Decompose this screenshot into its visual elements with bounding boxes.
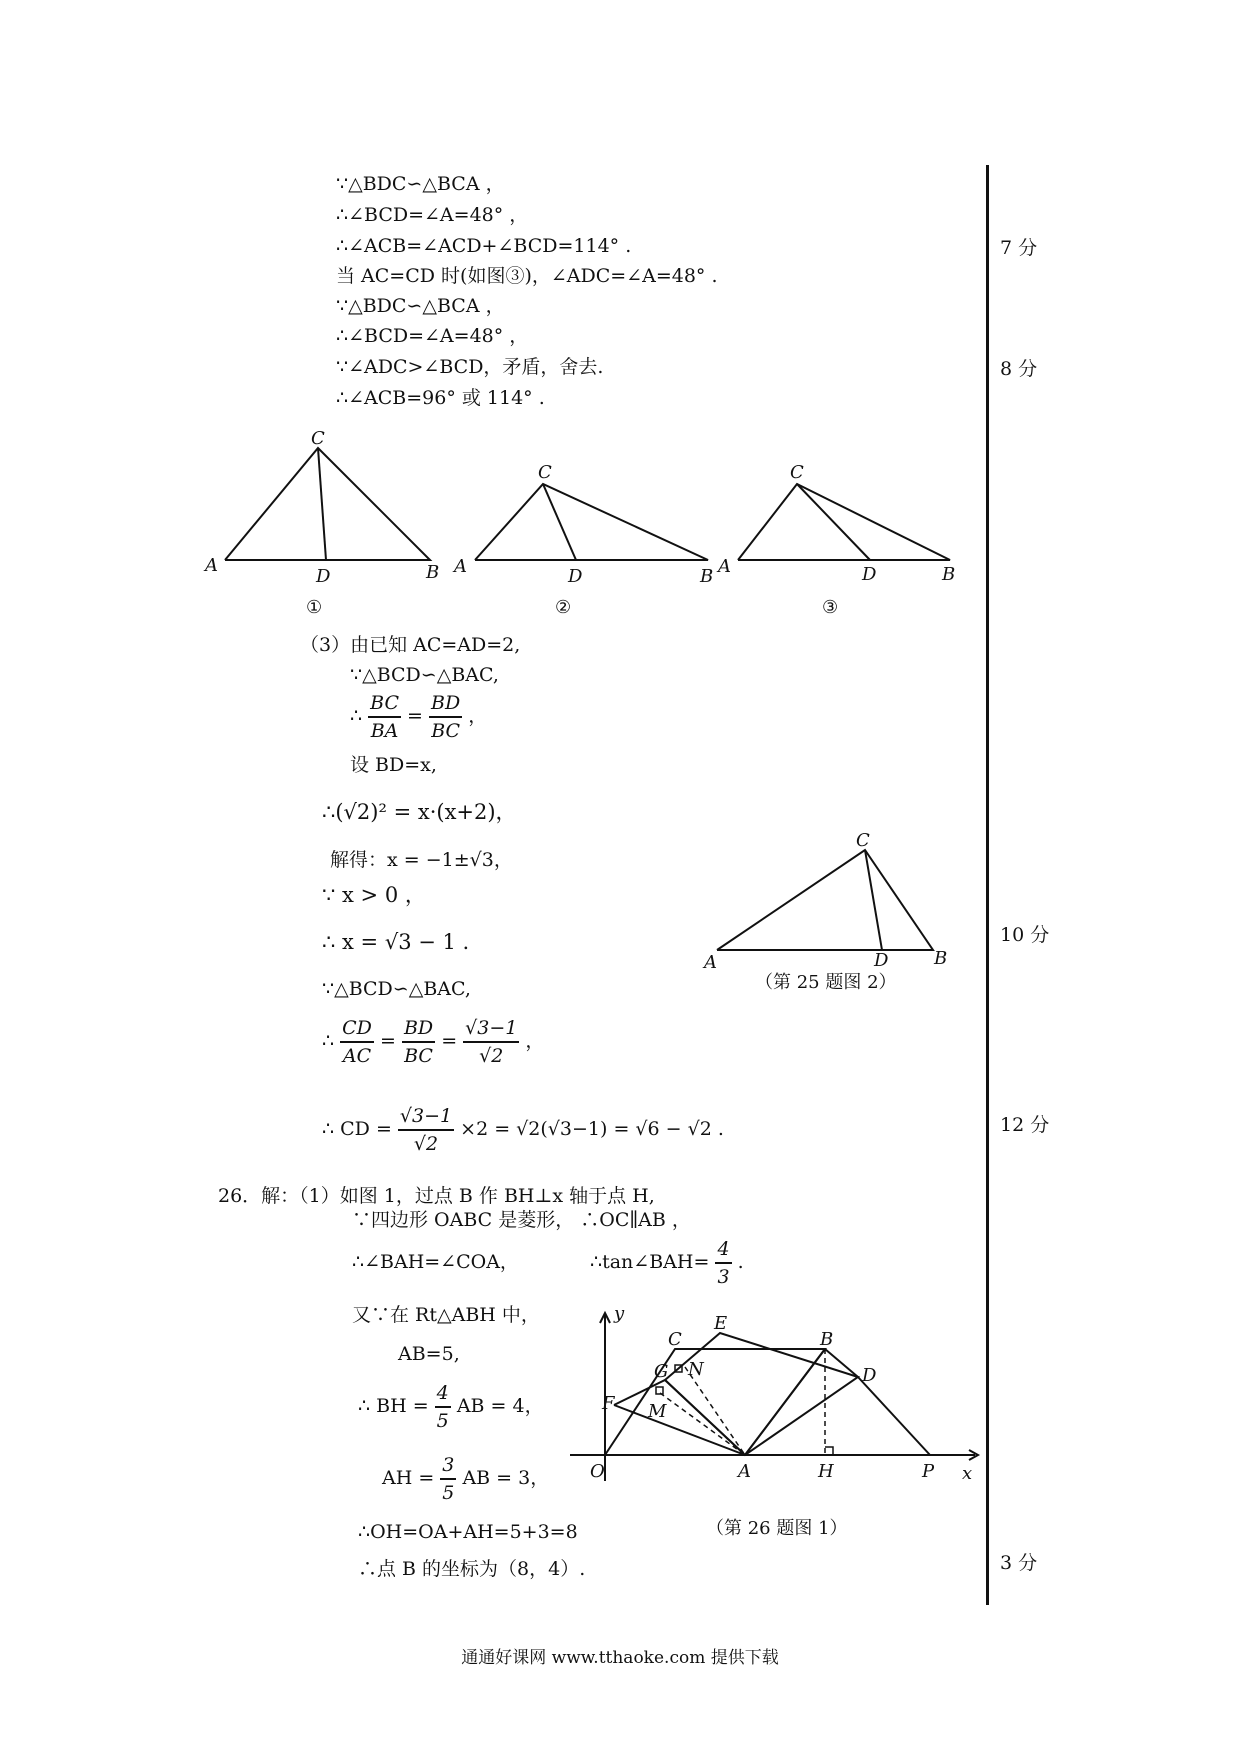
fraction-3-5: $\frac{3}{5}$ bbox=[442, 1454, 455, 1504]
segment-dp bbox=[858, 1377, 930, 1455]
fraction-bc-ba: $\frac{BC}{BA}$ bbox=[370, 692, 399, 742]
label-b-2: B bbox=[700, 566, 714, 587]
fraction-bd-bc: $\frac{BD}{BC}$ bbox=[431, 692, 461, 742]
part3-line-5: ∴(√2)² = x·(x+2)， bbox=[322, 800, 517, 824]
triangle-1 bbox=[225, 448, 430, 560]
triangle-fga bbox=[614, 1380, 745, 1455]
label-c-1: C bbox=[311, 430, 325, 449]
label-y: y bbox=[614, 1305, 625, 1324]
part3-line-8: ∴ x = √3 − 1 . bbox=[322, 930, 470, 954]
label-b: B bbox=[934, 948, 948, 969]
q26-line-8: ∴OH=OA+AH=5+3=8 bbox=[358, 1521, 578, 1543]
footer: 通通好课网 www.tthaoke.com 提供下载 bbox=[461, 1648, 779, 1668]
label-c-3: C bbox=[790, 462, 804, 483]
q26-bh: ∴ BH = $\frac{4}{5}$ AB = 4， bbox=[358, 1382, 544, 1432]
label-c-2: C bbox=[538, 462, 552, 483]
line-4: 当 AC=CD 时(如图③)，∠ADC=∠A=48° . bbox=[336, 265, 718, 287]
segment-na bbox=[685, 1367, 745, 1455]
triangles-figure bbox=[190, 430, 970, 620]
part3-line-6: 解得：x = −1±√3， bbox=[330, 849, 513, 871]
score-12: 12 分 bbox=[1000, 1114, 1050, 1136]
label-b-3: B bbox=[942, 564, 956, 585]
line-7: ∵∠ADC>∠BCD，矛盾，舍去. bbox=[336, 356, 604, 378]
segment-ma bbox=[660, 1393, 745, 1455]
rhombus-oabc bbox=[605, 1349, 825, 1455]
figure-25-caption: （第 25 题图 2） bbox=[755, 972, 897, 993]
q26-head: 26．解：（1）如图 1，过点 B 作 BH⊥x 轴于点 H, bbox=[218, 1185, 655, 1207]
fraction-cd-value: $\frac{√3-1}{√2}$ bbox=[399, 1105, 453, 1155]
segment-cd-3 bbox=[797, 484, 870, 560]
triangle-abc bbox=[717, 850, 933, 950]
q26-line-4: 又∵在 Rt△ABH 中， bbox=[352, 1304, 540, 1326]
segment-cd-1 bbox=[318, 448, 326, 560]
figure-25-2 bbox=[700, 830, 960, 970]
label-b: B bbox=[820, 1329, 834, 1350]
right-angle-h bbox=[825, 1447, 833, 1455]
label-a-1: A bbox=[205, 555, 218, 576]
label-a: A bbox=[704, 952, 717, 970]
line-5: ∵△BDC∽△BCA ， bbox=[336, 295, 505, 317]
figure-26-1 bbox=[570, 1305, 990, 1505]
label-b-1: B bbox=[426, 562, 440, 583]
part3-proportion-2: ∴ $\frac{CD}{AC}$ = $\frac{BD}{BC}$ = $\frac{√3-1}{√2}$ ， bbox=[322, 1017, 545, 1067]
label-a-2: A bbox=[454, 556, 467, 577]
label-p: P bbox=[922, 1461, 935, 1482]
label-n: N bbox=[688, 1359, 704, 1380]
line-2: ∴∠BCD=∠A=48° ， bbox=[336, 204, 529, 226]
figure-26-caption: （第 26 题图 1） bbox=[706, 1518, 848, 1539]
triangle-2 bbox=[475, 484, 708, 560]
part3-line-2: ∵△BCD∽△BAC, bbox=[350, 664, 499, 686]
q26-line-5: AB=5, bbox=[398, 1343, 460, 1365]
score-8: 8 分 bbox=[1000, 358, 1038, 380]
segment-ba bbox=[745, 1349, 825, 1455]
label-d-2: D bbox=[568, 566, 583, 587]
line-1: ∵△BDC∽△BCA ， bbox=[336, 173, 505, 195]
label-m: M bbox=[648, 1401, 667, 1422]
q26-line-2: ∵四边形 OABC 是菱形， ∴OC∥AB ， bbox=[352, 1209, 691, 1231]
part3-cd-result: ∴ CD = $\frac{√3-1}{√2}$ ×2 = √2(√3−1) = √6 − √2 . bbox=[322, 1105, 724, 1155]
label-c: C bbox=[856, 830, 870, 851]
label-a-3: A bbox=[718, 556, 731, 577]
fraction-bd-bc-2: $\frac{BD}{BC}$ bbox=[403, 1017, 434, 1067]
fraction-cd-ac: $\frac{CD}{AC}$ bbox=[342, 1017, 372, 1067]
part3-line-4: 设 BD=x, bbox=[350, 754, 437, 776]
segment-cd bbox=[865, 850, 882, 950]
line-8: ∴∠ACB=96° 或 114° . bbox=[336, 387, 545, 409]
part3-line-7: ∵ x > 0 ， bbox=[322, 883, 426, 907]
segment-bd bbox=[825, 1349, 858, 1377]
label-g: G bbox=[654, 1361, 669, 1382]
label-x: x bbox=[962, 1463, 973, 1484]
label-d-3: D bbox=[862, 564, 877, 585]
label-d-1: D bbox=[316, 566, 331, 587]
q26-ah: AH = $\frac{3}{5}$ AB = 3， bbox=[382, 1454, 550, 1504]
q26-line-9: ∴点 B 的坐标为（8，4）. bbox=[358, 1558, 586, 1580]
q26-line-3b: ∴tan∠BAH= $\frac{4}{3}$ . bbox=[590, 1238, 744, 1288]
segment-cd-2 bbox=[543, 484, 576, 560]
score-10: 10 分 bbox=[1000, 924, 1050, 946]
label-c: C bbox=[668, 1329, 682, 1350]
figure-label-1: ① bbox=[306, 597, 323, 618]
part3-proportion: ∴ $\frac{BC}{BA}$ = $\frac{BD}{BC}$ ， bbox=[350, 692, 488, 742]
label-a: A bbox=[738, 1461, 751, 1482]
label-f: F bbox=[602, 1393, 615, 1414]
therefore-sign: ∴ bbox=[350, 705, 363, 727]
figure-label-3: ③ bbox=[822, 597, 839, 618]
figure-label-2: ② bbox=[555, 597, 572, 618]
line-6: ∴∠BCD=∠A=48° ， bbox=[336, 325, 529, 347]
fraction-4-3: $\frac{4}{3}$ bbox=[717, 1238, 730, 1288]
triangle-3 bbox=[738, 484, 950, 560]
label-d: D bbox=[862, 1365, 877, 1386]
label-o: O bbox=[590, 1461, 605, 1482]
right-angle-m bbox=[656, 1387, 663, 1394]
label-h: H bbox=[818, 1461, 834, 1482]
q26-line-3a: ∴∠BAH=∠COA， bbox=[352, 1251, 519, 1273]
fraction-4-5: $\frac{4}{5}$ bbox=[436, 1382, 449, 1432]
part3-line-9: ∵△BCD∽△BAC, bbox=[322, 978, 471, 1000]
label-e: E bbox=[714, 1313, 728, 1334]
label-d: D bbox=[874, 950, 889, 970]
line-3: ∴∠ACB=∠ACD+∠BCD=114° . bbox=[336, 235, 632, 257]
score-7: 7 分 bbox=[1000, 237, 1038, 259]
part3-line-1: （3）由已知 AC=AD=2, bbox=[300, 634, 521, 656]
score-3: 3 分 bbox=[1000, 1552, 1038, 1574]
fraction-sqrt: $\frac{√3-1}{√2}$ bbox=[465, 1017, 518, 1067]
